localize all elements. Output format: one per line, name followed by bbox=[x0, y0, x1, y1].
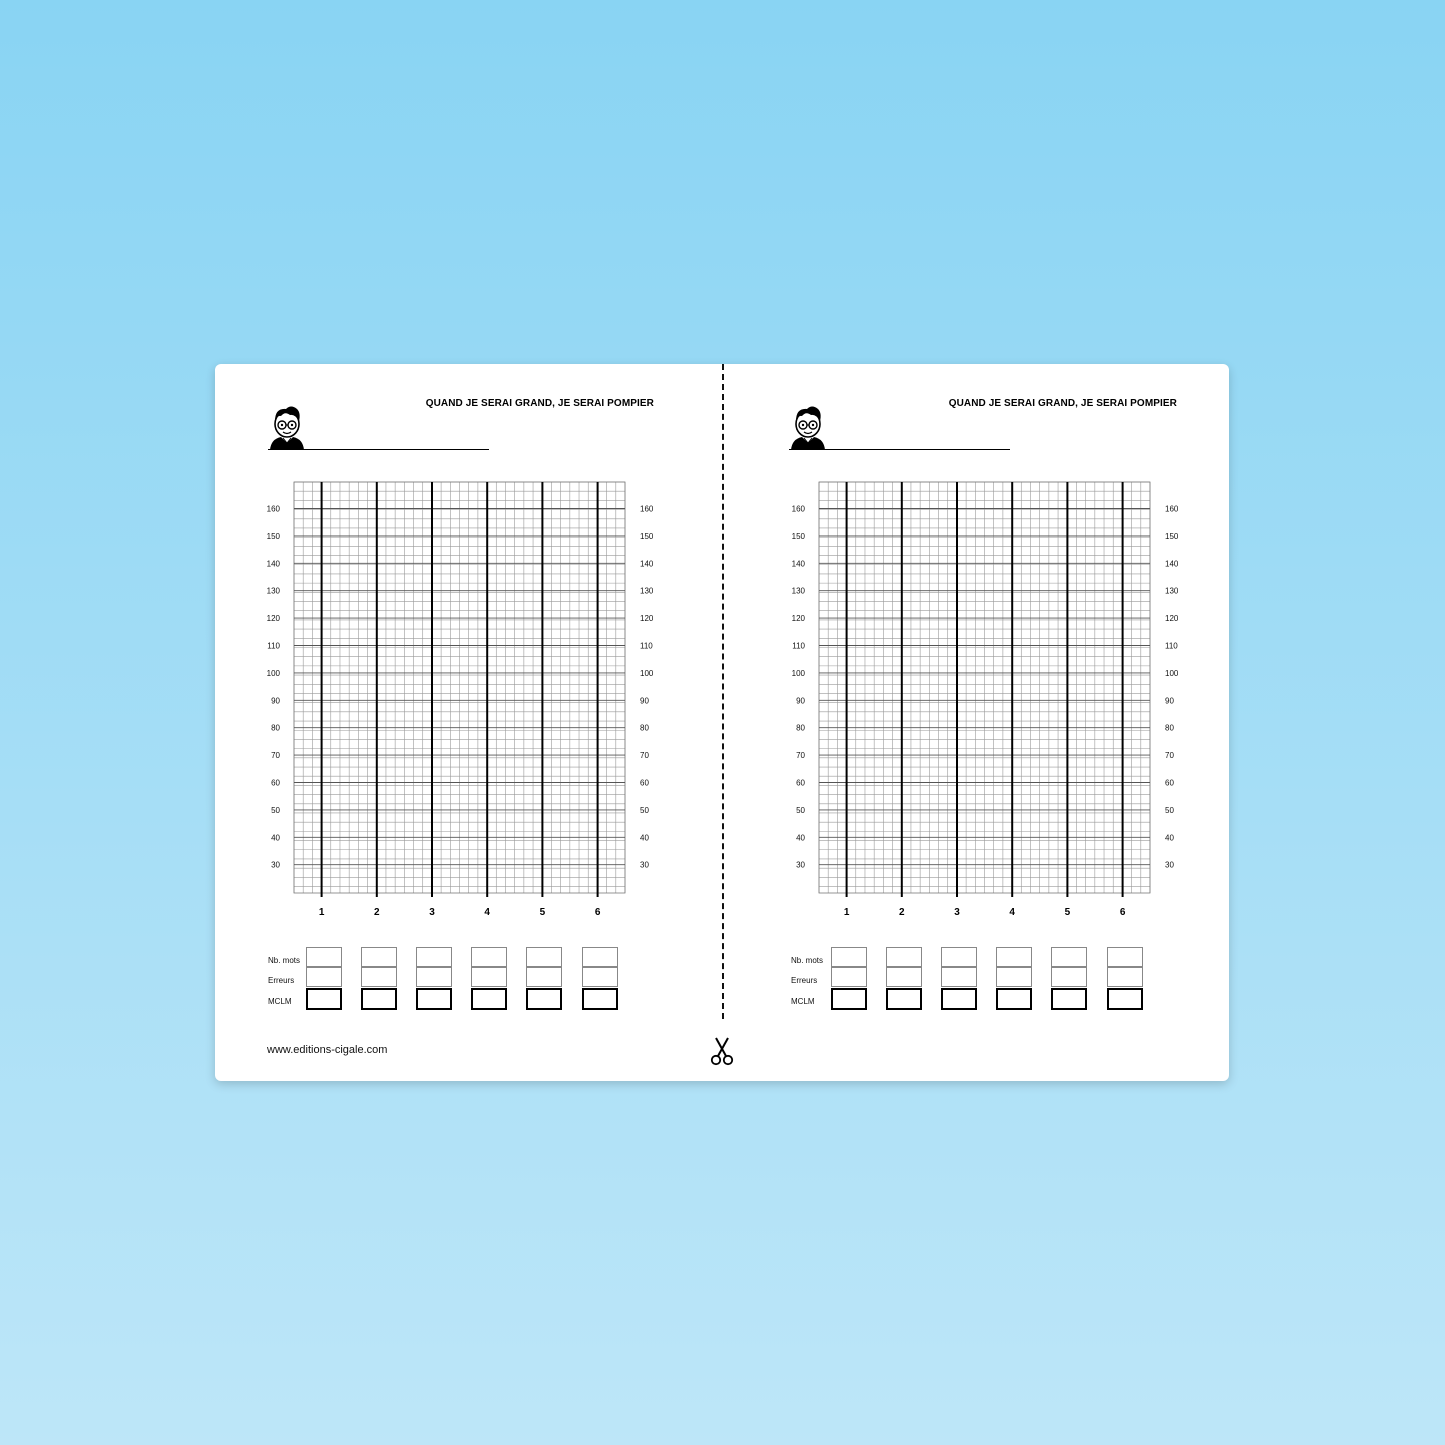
nb-mots-input-box[interactable] bbox=[886, 947, 922, 967]
row-label-mclm: MCLM bbox=[791, 997, 815, 1006]
y-tick-label-left: 150 bbox=[266, 531, 280, 541]
erreurs-input-box[interactable] bbox=[361, 967, 397, 987]
y-tick-label-left: 120 bbox=[791, 614, 805, 624]
erreurs-input-box[interactable] bbox=[831, 967, 867, 987]
y-tick-label-right: 130 bbox=[640, 586, 654, 596]
y-tick-label-right: 40 bbox=[1165, 833, 1174, 843]
worksheet-title: QUAND JE SERAI GRAND, JE SERAI POMPIER bbox=[948, 398, 1177, 409]
mclm-input-box[interactable] bbox=[1107, 988, 1143, 1010]
progress-grid bbox=[215, 364, 722, 1081]
mclm-input-box[interactable] bbox=[471, 988, 507, 1010]
y-tick-label-left: 140 bbox=[791, 559, 805, 569]
worksheet-sheet bbox=[215, 364, 1229, 1081]
row-label-nb-mots: Nb. mots bbox=[268, 956, 301, 965]
erreurs-input-box[interactable] bbox=[886, 967, 922, 987]
mclm-input-box[interactable] bbox=[1051, 988, 1087, 1010]
row-label-nb-mots: Nb. mots bbox=[791, 956, 824, 965]
y-tick-label-right: 100 bbox=[1165, 668, 1179, 678]
erreurs-input-box[interactable] bbox=[526, 967, 562, 987]
session-column-label: 6 bbox=[594, 907, 601, 918]
y-tick-label-left: 70 bbox=[796, 751, 805, 761]
session-column-label: 4 bbox=[484, 907, 490, 918]
y-tick-label-left: 60 bbox=[796, 778, 805, 788]
y-tick-label-right: 120 bbox=[640, 614, 654, 624]
nb-mots-input-box[interactable] bbox=[582, 947, 618, 967]
mclm-input-box[interactable] bbox=[996, 988, 1032, 1010]
erreurs-input-box[interactable] bbox=[1051, 967, 1087, 987]
erreurs-input-box[interactable] bbox=[471, 967, 507, 987]
y-tick-label-right: 150 bbox=[640, 531, 654, 541]
nb-mots-input-box[interactable] bbox=[941, 947, 977, 967]
y-tick-label-right: 70 bbox=[640, 751, 649, 761]
y-tick-label-left: 70 bbox=[271, 751, 280, 761]
website-url: www.editions-cigale.com bbox=[267, 1044, 388, 1056]
mclm-input-box[interactable] bbox=[361, 988, 397, 1010]
y-tick-label-right: 160 bbox=[1165, 504, 1179, 514]
erreurs-input-box[interactable] bbox=[1107, 967, 1143, 987]
y-tick-label-left: 140 bbox=[266, 559, 280, 569]
nb-mots-input-box[interactable] bbox=[1051, 947, 1087, 967]
worksheet-half-left bbox=[215, 364, 722, 1081]
y-tick-label-left: 90 bbox=[271, 696, 280, 706]
y-tick-label-right: 60 bbox=[640, 778, 649, 788]
session-column-label: 5 bbox=[1064, 907, 1071, 918]
y-tick-label-left: 30 bbox=[271, 860, 280, 870]
y-tick-label-right: 40 bbox=[640, 833, 649, 843]
y-tick-label-right: 90 bbox=[1165, 696, 1174, 706]
y-tick-label-left: 130 bbox=[791, 586, 805, 596]
nb-mots-input-box[interactable] bbox=[306, 947, 342, 967]
worksheet-title: QUAND JE SERAI GRAND, JE SERAI POMPIER bbox=[425, 398, 654, 409]
y-tick-label-left: 110 bbox=[792, 641, 805, 651]
session-column-label: 4 bbox=[1009, 907, 1015, 918]
erreurs-input-box[interactable] bbox=[416, 967, 452, 987]
nb-mots-input-box[interactable] bbox=[361, 947, 397, 967]
y-tick-label-right: 110 bbox=[640, 641, 653, 651]
session-column-label: 1 bbox=[843, 907, 850, 918]
y-tick-label-left: 30 bbox=[796, 860, 805, 870]
mclm-input-box[interactable] bbox=[831, 988, 867, 1010]
y-tick-label-right: 140 bbox=[640, 559, 654, 569]
session-column-label: 2 bbox=[899, 907, 905, 918]
y-tick-label-right: 30 bbox=[640, 860, 649, 870]
y-tick-label-left: 110 bbox=[267, 641, 280, 651]
session-column-label: 3 bbox=[429, 907, 435, 918]
y-tick-label-right: 150 bbox=[1165, 531, 1179, 541]
mclm-input-box[interactable] bbox=[306, 988, 342, 1010]
session-column-label: 3 bbox=[954, 907, 960, 918]
erreurs-input-box[interactable] bbox=[941, 967, 977, 987]
session-column-label: 2 bbox=[374, 907, 380, 918]
y-tick-label-left: 80 bbox=[271, 723, 280, 733]
worksheet-half-right bbox=[722, 364, 1229, 1081]
y-tick-label-left: 40 bbox=[271, 833, 280, 843]
y-tick-label-right: 160 bbox=[640, 504, 654, 514]
y-tick-label-right: 80 bbox=[640, 723, 649, 733]
y-tick-label-right: 120 bbox=[1165, 614, 1179, 624]
nb-mots-input-box[interactable] bbox=[526, 947, 562, 967]
nb-mots-input-box[interactable] bbox=[1107, 947, 1143, 967]
y-tick-label-right: 30 bbox=[1165, 860, 1174, 870]
y-tick-label-left: 50 bbox=[271, 805, 280, 815]
y-tick-label-right: 140 bbox=[1165, 559, 1179, 569]
session-column-label: 6 bbox=[1119, 907, 1126, 918]
y-tick-label-left: 150 bbox=[791, 531, 805, 541]
y-tick-label-left: 100 bbox=[266, 668, 280, 678]
erreurs-input-box[interactable] bbox=[582, 967, 618, 987]
y-tick-label-left: 160 bbox=[791, 504, 805, 514]
y-tick-label-right: 90 bbox=[640, 696, 649, 706]
mclm-input-box[interactable] bbox=[886, 988, 922, 1010]
y-tick-label-right: 60 bbox=[1165, 778, 1174, 788]
y-tick-label-left: 40 bbox=[796, 833, 805, 843]
y-tick-label-left: 80 bbox=[796, 723, 805, 733]
y-tick-label-left: 50 bbox=[796, 805, 805, 815]
y-tick-label-left: 100 bbox=[791, 668, 805, 678]
nb-mots-input-box[interactable] bbox=[996, 947, 1032, 967]
nb-mots-input-box[interactable] bbox=[416, 947, 452, 967]
y-tick-label-right: 100 bbox=[640, 668, 654, 678]
row-label-erreurs: Erreurs bbox=[268, 976, 295, 985]
y-tick-label-left: 90 bbox=[796, 696, 805, 706]
nb-mots-input-box[interactable] bbox=[831, 947, 867, 967]
erreurs-input-box[interactable] bbox=[306, 967, 342, 987]
y-tick-label-left: 120 bbox=[266, 614, 280, 624]
session-column-label: 1 bbox=[318, 907, 325, 918]
session-column-label: 5 bbox=[539, 907, 546, 918]
mclm-input-box[interactable] bbox=[526, 988, 562, 1010]
y-tick-label-left: 60 bbox=[271, 778, 280, 788]
mclm-input-box[interactable] bbox=[582, 988, 618, 1010]
mclm-input-box[interactable] bbox=[941, 988, 977, 1010]
y-tick-label-left: 130 bbox=[266, 586, 280, 596]
y-tick-label-right: 50 bbox=[640, 805, 649, 815]
nb-mots-input-box[interactable] bbox=[471, 947, 507, 967]
y-tick-label-right: 130 bbox=[1165, 586, 1179, 596]
row-label-erreurs: Erreurs bbox=[791, 976, 818, 985]
row-label-mclm: MCLM bbox=[268, 997, 292, 1006]
y-tick-label-left: 160 bbox=[266, 504, 280, 514]
y-tick-label-right: 80 bbox=[1165, 723, 1174, 733]
mclm-input-box[interactable] bbox=[416, 988, 452, 1010]
erreurs-input-box[interactable] bbox=[996, 967, 1032, 987]
y-tick-label-right: 50 bbox=[1165, 805, 1174, 815]
y-tick-label-right: 110 bbox=[1165, 641, 1178, 651]
y-tick-label-right: 70 bbox=[1165, 751, 1174, 761]
